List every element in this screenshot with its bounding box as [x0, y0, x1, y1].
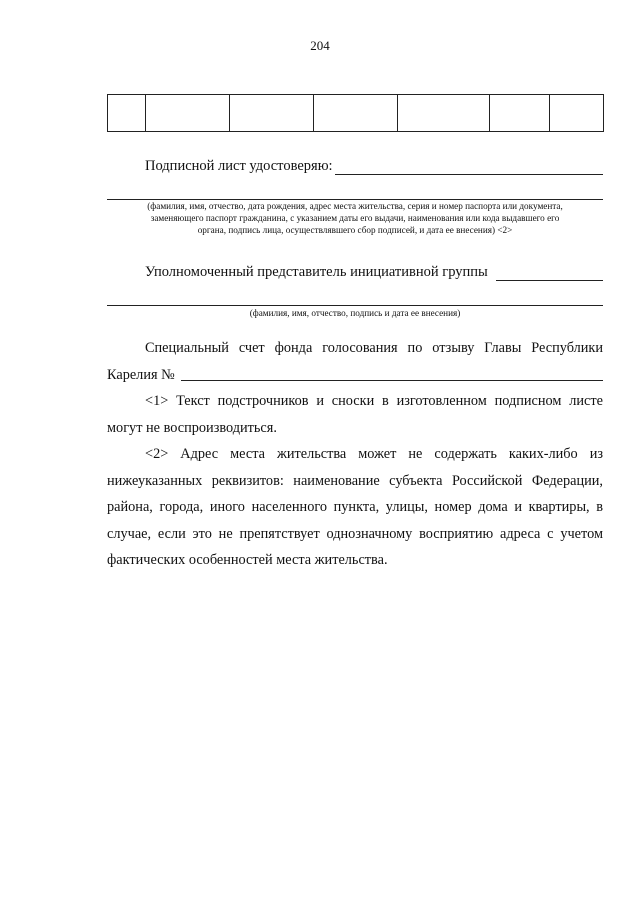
- caption-line: органа, подпись лица, осуществлявшего сбор подписей, и дата ее внесения) <2>: [197, 225, 513, 235]
- representative-blank: [496, 268, 603, 281]
- representative-line: [107, 264, 603, 281]
- account-line-1: Специальный счет фонда голосования по отзыву Главы Республики: [145, 340, 603, 356]
- table-cell: [230, 95, 314, 132]
- caption-line: (фамилия, имя, отчество, дата рождения, адрес места жительства, серия и номер паспорта или документа,: [147, 201, 563, 211]
- table-row: [108, 95, 604, 132]
- page-number: 204: [310, 38, 330, 53]
- certification-label: Подписной лист удостоверяю:: [145, 158, 333, 174]
- account-line-2: [107, 362, 603, 389]
- certification-line: [107, 158, 603, 175]
- representative-caption: (фамилия, имя, отчество, подпись и дата ее внесения): [249, 308, 461, 318]
- representative-rule: [107, 305, 603, 306]
- caption-line: заменяющего паспорт гражданина, с указанием даты его выдачи, наименования или кода выдавшего его: [150, 213, 560, 223]
- footnote-2: <2> Адрес места жительства может не содержать каких-либо из нижеуказанных реквизитов: наименование субъекта Российской Федерации, района, города, иного населенного пункта, улицы, номер дома и квартиры, в случае, если это не препятствует однозначному восприятию адреса с учетом фактических особенностей места жительства.: [107, 446, 603, 568]
- certification-blank: [335, 162, 603, 175]
- footnote-1: <1> Текст подстрочников и сноски в изготовленном подписном листе могут не воспроизводиться.: [107, 393, 603, 436]
- table-cell: [108, 95, 146, 132]
- signature-table: [107, 94, 604, 132]
- account-label: Карелия №: [107, 366, 175, 383]
- table-cell: [490, 95, 550, 132]
- table-cell: [314, 95, 398, 132]
- account-blank: [181, 367, 603, 381]
- table-cell: [398, 95, 490, 132]
- representative-label: Уполномоченный представитель инициативной группы: [145, 264, 488, 280]
- certification-caption: [107, 200, 603, 236]
- body-text: [107, 335, 603, 574]
- table-cell: [146, 95, 230, 132]
- table-cell: [550, 95, 604, 132]
